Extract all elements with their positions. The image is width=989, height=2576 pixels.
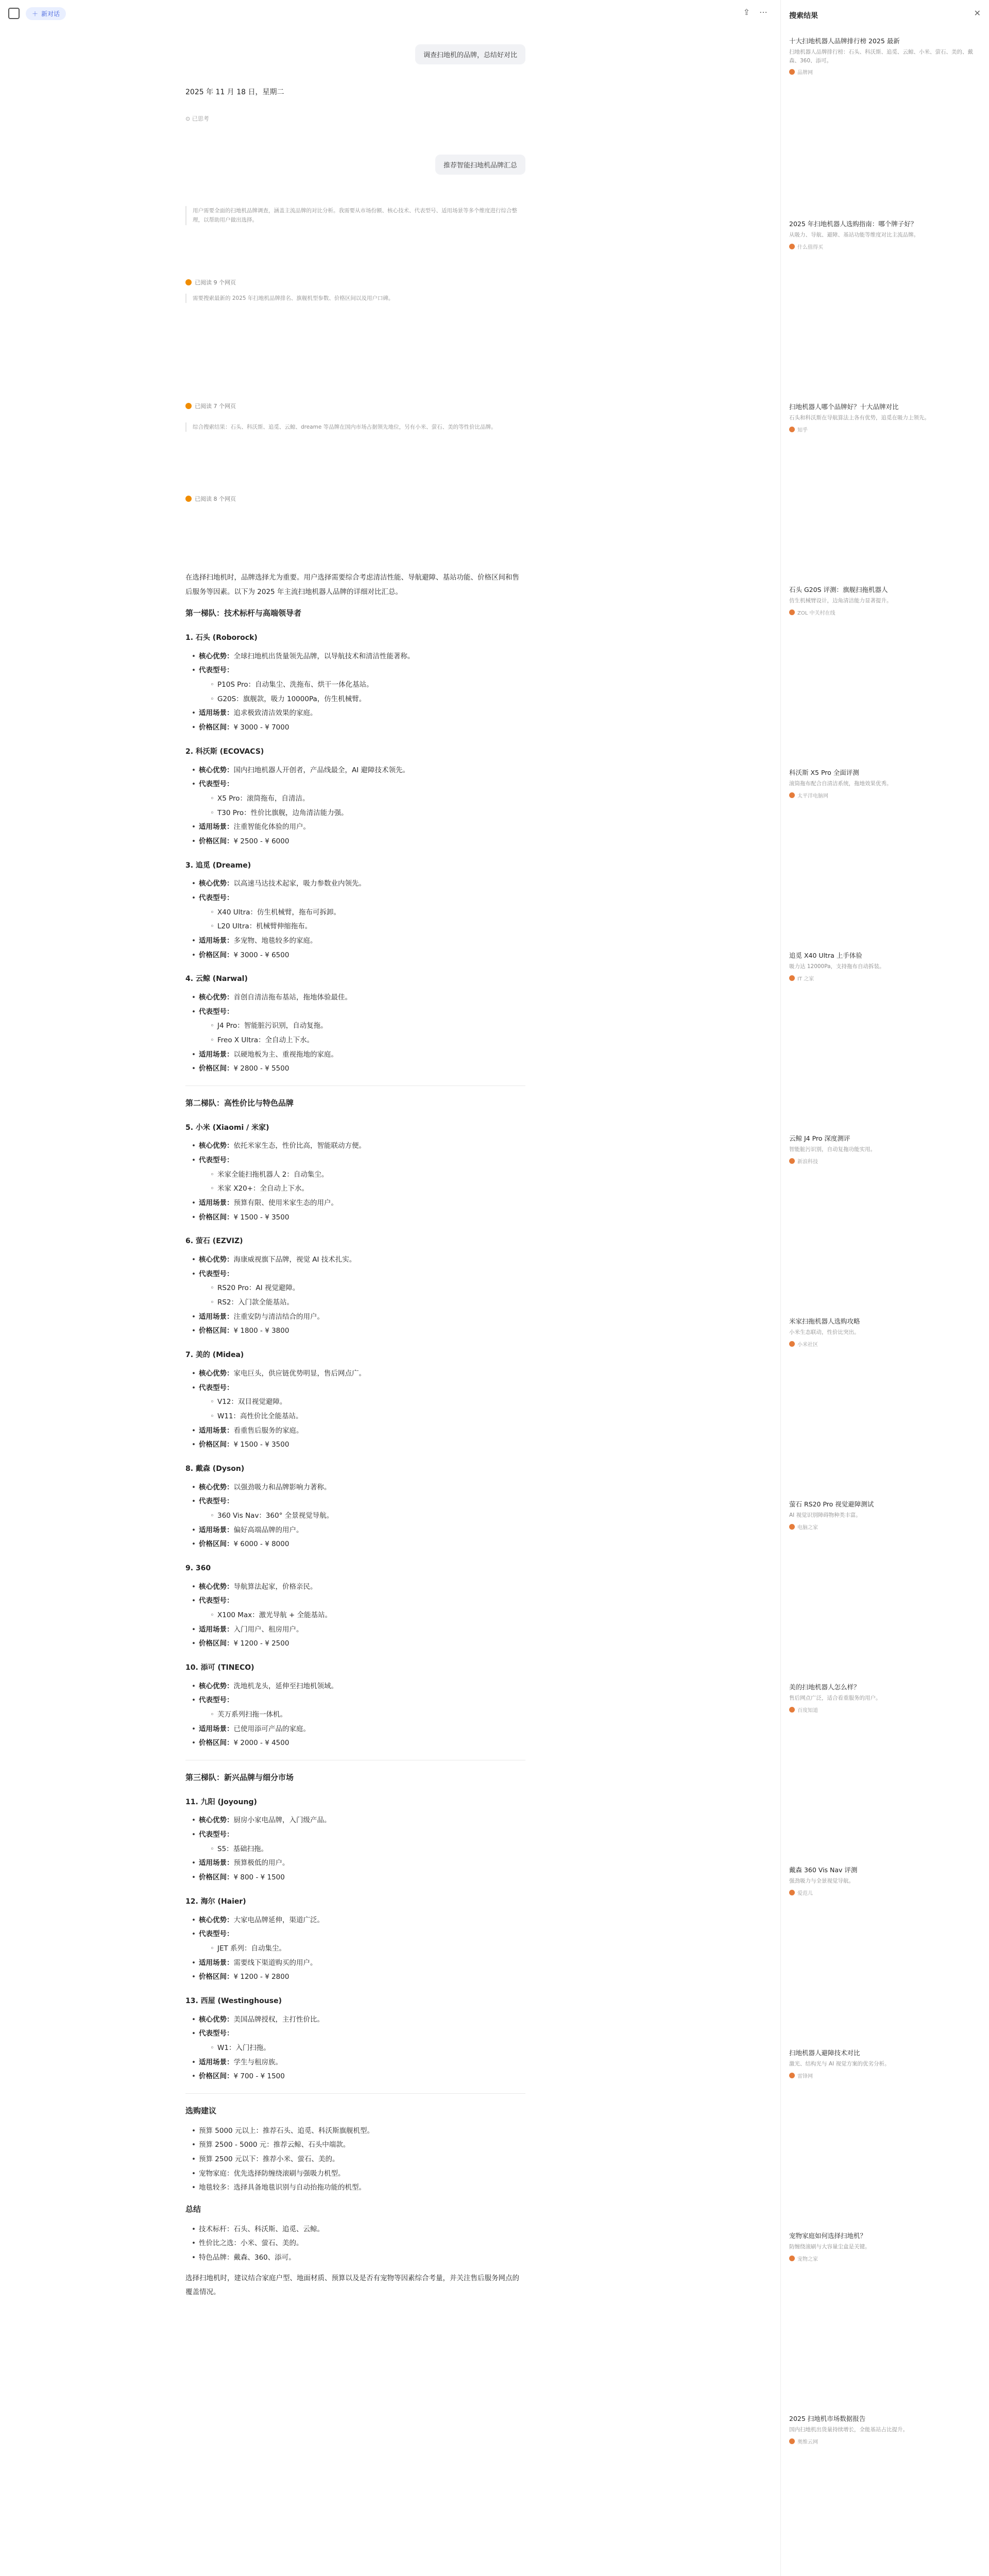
search-result[interactable] — [789, 1682, 980, 1714]
brand-core: • 核心优势：厨房小家电品牌，入门级产品。 — [190, 1814, 525, 1828]
brand-core: • 核心优势：全球扫地机出货量领先品牌，以导航技术和清洁性能著称。 — [190, 650, 525, 664]
result-title[interactable]: 萤石 RS20 Pro 视觉避障测试 — [789, 1500, 874, 1508]
brand-price: • 价格区间：¥ 1500 - ¥ 3500 — [190, 1438, 525, 1452]
search-result[interactable] — [789, 2414, 980, 2445]
brand-price: • 价格区间：¥ 2500 - ¥ 6000 — [190, 835, 525, 849]
label: 适用场景： — [199, 1859, 234, 1868]
model-list — [208, 1281, 525, 1310]
label: 价格区间： — [199, 1064, 234, 1073]
label: 价格区间： — [199, 951, 234, 959]
brand-price: • 价格区间：¥ 1200 - ¥ 2800 — [190, 1970, 525, 1985]
model-item: ◦ S5：基础扫拖。 — [208, 1842, 525, 1857]
result-source-name: 奥维云网 — [797, 2439, 818, 2445]
label: 适用场景： — [199, 1312, 234, 1321]
favicon-icon — [789, 427, 795, 432]
search-result[interactable] — [789, 1865, 980, 1896]
sidebar-toggle-icon[interactable] — [8, 8, 20, 19]
brand-details — [190, 1367, 525, 1452]
model-list — [208, 2041, 525, 2056]
brand-details — [190, 650, 525, 735]
model-item: ◦ 米家全能扫拖机器人 2：自动集尘。 — [208, 1168, 525, 1182]
model-list — [208, 1168, 525, 1196]
label: 价格区间： — [199, 837, 234, 845]
label: 核心优势： — [199, 1916, 234, 1924]
favicon-icon — [789, 609, 795, 615]
brand-price: • 价格区间：¥ 2800 - ¥ 5500 — [190, 1062, 525, 1076]
brand-price: • 价格区间：¥ 1200 - ¥ 2500 — [190, 1637, 525, 1651]
result-title[interactable]: 戴森 360 Vis Nav 评测 — [789, 1866, 858, 1874]
brand-models — [190, 1927, 525, 1956]
label: 适用场景： — [199, 936, 234, 945]
brand-core: • 核心优势：依托米家生态，性价比高，智能联动方便。 — [190, 1139, 525, 1154]
result-source — [789, 68, 980, 76]
label: 适用场景： — [199, 2058, 234, 2066]
brand-details — [190, 1913, 525, 1985]
result-source-name: IT 之家 — [797, 976, 814, 982]
result-source — [789, 1340, 980, 1348]
brand-details — [190, 1580, 525, 1651]
model-list — [208, 1842, 525, 1857]
brand-price: • 价格区间：¥ 700 - ¥ 1500 — [190, 2070, 525, 2084]
brand-models — [190, 1381, 525, 1424]
thinking-text: 综合搜索结果：石头、科沃斯、追觅、云鲸、dreame 等品牌在国内市场占据领先地位，另有小米、萤石、美的等性价比品牌。 — [185, 422, 525, 432]
buying-tips — [190, 2124, 525, 2195]
brand-scene: • 适用场景：以硬地板为主、重视拖地的家庭。 — [190, 1048, 525, 1062]
result-snippet: 智能脏污识别，自动复拖功能实用。 — [789, 1146, 876, 1153]
search-result[interactable] — [789, 585, 980, 616]
search-chip[interactable] — [185, 278, 236, 286]
favicon-icon — [789, 1707, 795, 1713]
label: 核心优势： — [199, 1483, 234, 1492]
brand-models — [190, 1594, 525, 1622]
close-icon[interactable]: ✕ — [974, 8, 981, 18]
label: 核心优势： — [199, 766, 234, 774]
label: 价格区间： — [199, 1440, 234, 1449]
result-source-name: 雷锋网 — [797, 2073, 813, 2079]
brand-price: • 价格区间：¥ 3000 - ¥ 6500 — [190, 948, 525, 963]
result-title[interactable]: 2025 扫地机市场数据报告 — [789, 2415, 866, 2422]
result-snippet: 国内扫地机出货量持续增长，全能基站占比提升。 — [789, 2427, 908, 2433]
summary-point: • 特色品牌：戴森、360、添可。 — [190, 2251, 525, 2265]
brand-title: 1. 石头 (Roborock) — [185, 634, 258, 642]
brand-title: 9. 360 — [185, 1564, 211, 1572]
label: 代表型号： — [199, 2029, 234, 2038]
search-result[interactable] — [789, 1133, 980, 1165]
search-result[interactable] — [789, 36, 980, 76]
brand-details — [190, 764, 525, 849]
result-source-name: 百度知道 — [797, 1707, 818, 1714]
plus-icon: ＋ — [32, 10, 39, 18]
answer-sections — [185, 605, 525, 2094]
label: 核心优势： — [199, 1142, 234, 1150]
search-result[interactable] — [789, 1499, 980, 1531]
brand-details — [190, 1680, 525, 1751]
model-item: ◦ Freo X Ultra：全自动上下水。 — [208, 1033, 525, 1048]
label: 核心优势： — [199, 879, 234, 888]
summary-points — [190, 2223, 525, 2265]
search-result[interactable] — [789, 402, 980, 433]
result-source-name: 品牌网 — [797, 70, 813, 76]
label: 价格区间： — [199, 723, 234, 732]
favicon-icon — [789, 244, 795, 249]
summary-point: • 技术标杆：石头、科沃斯、追觅、云鲸。 — [190, 2223, 525, 2237]
brand-core: • 核心优势：家电巨头，供应链优势明显，售后网点广。 — [190, 1367, 525, 1381]
result-source — [789, 2072, 980, 2079]
search-result[interactable] — [789, 2231, 980, 2262]
favicon-icon — [789, 2256, 795, 2261]
result-source — [789, 791, 980, 799]
label: 代表型号： — [199, 1930, 234, 1939]
date-line: 2025 年 11 月 18 日，星期二 — [185, 88, 284, 96]
brand-scene: • 适用场景：需要线下渠道购买的用户。 — [190, 1956, 525, 1971]
brand-details — [190, 1814, 525, 1885]
result-snippet: 从吸力、导航、避障、基站功能等维度对比主流品牌。 — [789, 232, 919, 239]
buying-tip: • 预算 2500 - 5000 元：推荐云鲸、石头中端款。 — [190, 2138, 525, 2153]
label: 代表型号： — [199, 1831, 234, 1839]
brand-scene: • 适用场景：预算极低的用户。 — [190, 1856, 525, 1871]
result-snippet: 激光、结构光与 AI 视觉方案的优劣分析。 — [789, 2061, 890, 2067]
topbar — [0, 0, 711, 27]
brand-title: 4. 云鲸 (Narwal) — [185, 975, 248, 984]
label: 核心优势： — [199, 2015, 234, 2024]
brand-title: 11. 九阳 (Joyoung) — [185, 1798, 257, 1806]
result-title[interactable]: 科沃斯 X5 Pro 全面评测 — [789, 769, 859, 776]
result-title[interactable]: 扫地机器人哪个品牌好？十大品牌对比 — [789, 403, 899, 411]
brand-price: • 价格区间：¥ 3000 - ¥ 7000 — [190, 721, 525, 735]
model-item: ◦ JET 系列：自动集尘。 — [208, 1942, 525, 1956]
brand-price: • 价格区间：¥ 2000 - ¥ 4500 — [190, 1736, 525, 1751]
model-list — [208, 1395, 525, 1423]
answer-body — [185, 571, 525, 2305]
model-list — [208, 792, 525, 820]
brand-title: 8. 戴森 (Dyson) — [185, 1464, 245, 1473]
favicon-icon — [789, 1890, 795, 1895]
brand-core: • 核心优势：导航算法起家，价格亲民。 — [190, 1580, 525, 1595]
brand-models — [190, 664, 525, 706]
result-source-name: 电脑之家 — [797, 1524, 818, 1531]
thinking-text: 需要搜索最新的 2025 年扫地机品牌排名、旗舰机型参数、价格区间以及用户口碑。 — [185, 294, 525, 303]
thinking-text: 用户需要全面的扫地机品牌调查，涵盖主流品牌的对比分析。我需要从市场份额、核心技术、代表型号、适用场景等多个维度进行综合整理，以帮助用户做出选择。 — [185, 206, 525, 225]
result-title[interactable]: 石头 G20S 评测：旗舰扫拖机器人 — [789, 586, 888, 594]
brand-details — [190, 991, 525, 1076]
label: 价格区间： — [199, 1540, 234, 1549]
model-item: ◦ 米家 X20+：全自动上下水。 — [208, 1182, 525, 1196]
result-title[interactable]: 扫地机器人避障技术对比 — [789, 2049, 860, 2057]
brand-core: • 核心优势：洗地机龙头，延伸至扫地机领域。 — [190, 1680, 525, 1694]
brand-price: • 价格区间：¥ 6000 - ¥ 8000 — [190, 1537, 525, 1552]
brand-core: • 核心优势：以高速马达技术起家，吸力参数业内领先。 — [190, 877, 525, 891]
brand-scene: • 适用场景：偏好高端品牌的用户。 — [190, 1523, 525, 1538]
model-list — [208, 1019, 525, 1047]
brand-scene: • 适用场景：看重售后服务的家庭。 — [190, 1424, 525, 1438]
label: 适用场景： — [199, 1958, 234, 1967]
user-message: 推荐智能扫地机品牌汇总 — [435, 155, 525, 175]
brand-models — [190, 1267, 525, 1310]
favicon-icon — [789, 792, 795, 798]
brand-models — [190, 1828, 525, 1856]
result-source — [789, 1523, 980, 1531]
favicon-icon — [789, 1524, 795, 1530]
model-item: ◦ T30 Pro：性价比旗舰，边角清洁能力强。 — [208, 806, 525, 821]
label: 核心优势： — [199, 993, 234, 1002]
web-icon — [185, 496, 192, 502]
answer-closing: 选择扫地机时，建议结合家庭户型、地面材质、预算以及是否有宠物等因素综合考量，并关注售后服务网点的覆盖情况。 — [185, 2274, 519, 2297]
brand-core: • 核心优势：海康威视旗下品牌，视觉 AI 技术扎实。 — [190, 1253, 525, 1267]
result-source-name: 太平洋电脑网 — [797, 793, 828, 799]
brand-scene: • 适用场景：多宠物、地毯较多的家庭。 — [190, 934, 525, 948]
label: 价格区间： — [199, 1873, 234, 1882]
label: 价格区间： — [199, 1213, 234, 1222]
result-title[interactable]: 美的扫地机器人怎么样？ — [789, 1683, 860, 1691]
brand-scene: • 适用场景：已使用添可产品的家庭。 — [190, 1722, 525, 1737]
label: 核心优势： — [199, 1256, 234, 1264]
brand-scene: • 适用场景：注重安防与清洁结合的用户。 — [190, 1310, 525, 1325]
label: 代表型号： — [199, 1007, 234, 1016]
search-results-panel — [780, 0, 989, 2576]
web-icon — [185, 403, 192, 409]
favicon-icon — [789, 69, 795, 75]
search-chip-label: 已阅读 7 个网页 — [195, 403, 236, 410]
label: 代表型号： — [199, 1597, 234, 1605]
result-source-name: 新浪科技 — [797, 1159, 818, 1165]
web-icon — [185, 279, 192, 285]
label: 适用场景： — [199, 1426, 234, 1435]
result-snippet: 滚筒拖布配合自清洁系统，拖地效果优秀。 — [789, 781, 892, 787]
divider — [185, 2093, 525, 2094]
model-list — [208, 1608, 525, 1623]
result-source — [789, 974, 980, 982]
brand-details — [190, 877, 525, 962]
result-snippet: 扫地机器人品牌排行榜：石头、科沃斯、追觅、云鲸、小米、萤石、美的、戴森、360、添可。 — [789, 49, 973, 64]
brand-price: • 价格区间：¥ 1500 - ¥ 3500 — [190, 1211, 525, 1225]
favicon-icon — [789, 2073, 795, 2078]
brand-title: 10. 添可 (TINECO) — [185, 1663, 254, 1672]
new-chat-button[interactable] — [26, 7, 66, 20]
search-result[interactable] — [789, 768, 980, 799]
user-message: 调查扫地机的品牌，总结好对比 — [415, 44, 525, 64]
model-item: ◦ J4 Pro：智能脏污识别，自动复拖。 — [208, 1019, 525, 1033]
brand-models — [190, 1495, 525, 1523]
sidebar-title: 搜索结果 — [789, 12, 818, 20]
brand-details — [190, 1253, 525, 1338]
summary-point: • 性价比之选：小米、萤石、美的。 — [190, 2236, 525, 2251]
result-snippet: 小米生态联动，性价比突出。 — [789, 1329, 860, 1336]
search-result[interactable] — [789, 1316, 980, 1348]
top-actions — [743, 7, 768, 17]
label: 适用场景： — [199, 1050, 234, 1059]
result-title[interactable]: 米家扫拖机器人选购攻略 — [789, 1317, 860, 1325]
brand-scene: • 适用场景：追求极致清洁效果的家庭。 — [190, 706, 525, 721]
result-snippet: AI 视觉识别障碍物种类丰富。 — [789, 1512, 861, 1519]
label: 代表型号： — [199, 780, 234, 789]
model-item: ◦ 360 Vis Nav：360° 全景视觉导航。 — [208, 1509, 525, 1523]
label: 代表型号： — [199, 1269, 234, 1278]
model-item: ◦ X100 Max：激光导航 + 全能基站。 — [208, 1608, 525, 1623]
label: 代表型号： — [199, 1497, 234, 1506]
result-title[interactable]: 追觅 X40 Ultra 上手体验 — [789, 952, 862, 959]
buying-tip: • 宠物家庭：优先选择防缠绕滚刷与强吸力机型。 — [190, 2167, 525, 2181]
label: 价格区间： — [199, 2072, 234, 2081]
label: 代表型号： — [199, 893, 234, 902]
label: 核心优势： — [199, 1682, 234, 1690]
brand-title: 13. 西屋 (Westinghouse) — [185, 1996, 282, 2005]
brand-core: • 核心优势：以强劲吸力和品牌影响力著称。 — [190, 1481, 525, 1495]
brand-core: • 核心优势：首创自清洁拖布基站，拖地体验最佳。 — [190, 991, 525, 1005]
buying-tip: • 地毯较多：选择具备地毯识别与自动抬拖功能的机型。 — [190, 2181, 525, 2195]
label: 代表型号： — [199, 1383, 234, 1392]
brand-title: 12. 海尔 (Haier) — [185, 1897, 246, 1906]
favicon-icon — [789, 2438, 795, 2444]
search-result[interactable] — [789, 951, 980, 982]
brand-price: • 价格区间：¥ 800 - ¥ 1500 — [190, 1871, 525, 1885]
result-source — [789, 1706, 980, 1714]
label: 价格区间： — [199, 1327, 234, 1335]
search-result[interactable] — [789, 2048, 980, 2079]
model-item: ◦ G20S：旗舰款，吸力 10000Pa，仿生机械臂。 — [208, 692, 525, 707]
brand-models — [190, 1005, 525, 1048]
label: 代表型号： — [199, 1696, 234, 1705]
label: 适用场景： — [199, 709, 234, 718]
brand-details — [190, 1139, 525, 1225]
brand-title: 3. 追觅 (Dreame) — [185, 861, 251, 870]
brand-scene: • 适用场景：预算有限、使用米家生态的用户。 — [190, 1196, 525, 1211]
brand-scene: • 适用场景：入门用户、租房用户。 — [190, 1623, 525, 1637]
brand-scene: • 适用场景：学生与租房族。 — [190, 2056, 525, 2070]
favicon-icon — [789, 975, 795, 981]
model-list — [208, 1708, 525, 1722]
share-icon[interactable]: ⇪ — [743, 7, 750, 17]
brand-core: • 核心优势：大家电品牌延伸，渠道广泛。 — [190, 1913, 525, 1928]
model-item: ◦ W1：入门扫拖。 — [208, 2041, 525, 2056]
brand-title: 2. 科沃斯 (ECOVACS) — [185, 747, 264, 756]
result-source — [789, 243, 980, 250]
model-item: ◦ L20 Ultra：机械臂伸缩拖布。 — [208, 920, 525, 934]
search-chip-label: 已阅读 8 个网页 — [195, 496, 236, 502]
result-source-name: 宠物之家 — [797, 2256, 818, 2262]
brand-title: 6. 萤石 (EZVIZ) — [185, 1237, 243, 1246]
brand-models — [190, 2027, 525, 2055]
brand-details — [190, 1481, 525, 1552]
result-snippet: 防缠绕滚刷与大容量尘盒是关键。 — [789, 2244, 871, 2250]
section-title: 第三梯队：新兴品牌与细分市场 — [185, 1773, 294, 1783]
brand-details — [190, 2013, 525, 2084]
result-title[interactable]: 宠物家庭如何选择扫地机？ — [789, 2232, 867, 2240]
brand-models — [190, 777, 525, 820]
model-item: ◦ RS20 Pro：AI 视觉避障。 — [208, 1281, 525, 1296]
model-list — [208, 1942, 525, 1956]
result-source — [789, 2255, 980, 2262]
search-chip-label: 已阅读 9 个网页 — [195, 279, 236, 286]
label: 适用场景： — [199, 1724, 234, 1733]
search-chip[interactable] — [185, 402, 236, 410]
model-item: ◦ V12：双目视觉避障。 — [208, 1395, 525, 1410]
label: 适用场景： — [199, 1526, 234, 1534]
result-snippet: 售后网点广泛，适合看重服务的用户。 — [789, 1695, 881, 1702]
result-snippet: 吸力达 12000Pa，支持拖布自动拆装。 — [789, 963, 885, 970]
favicon-icon — [789, 1341, 795, 1347]
label: 价格区间： — [199, 1973, 234, 1981]
result-source-name: 爱范儿 — [797, 1890, 813, 1896]
brand-core: • 核心优势：国内扫地机器人开创者，产品线最全，AI 避障技术领先。 — [190, 764, 525, 778]
label: 代表型号： — [199, 1156, 234, 1165]
favicon-icon — [789, 1158, 795, 1164]
result-snippet: 强劲吸力与全景视觉导航。 — [789, 1878, 854, 1885]
model-list — [208, 906, 525, 934]
brand-models — [190, 1154, 525, 1196]
buying-tip: • 预算 5000 元以上：推荐石头、追觅、科沃斯旗舰机型。 — [190, 2124, 525, 2139]
label: 核心优势： — [199, 652, 234, 660]
result-source — [789, 608, 980, 616]
brand-core: • 核心优势：美国品牌授权，主打性价比。 — [190, 2013, 525, 2027]
result-title[interactable]: 十大扫地机器人品牌排行榜 2025 最新 — [789, 37, 900, 45]
model-list — [208, 1509, 525, 1523]
search-chip[interactable] — [185, 495, 236, 503]
section-title: 第二梯队：高性价比与特色品牌 — [185, 1098, 294, 1108]
label: 适用场景： — [199, 1199, 234, 1208]
result-source-name: 小米社区 — [797, 1342, 818, 1348]
result-source — [789, 1157, 980, 1165]
answer-intro: 在选择扫地机时，品牌选择尤为重要。用户选择需要综合考虑清洁性能、导航避障、基站功能、价格区间和售后服务等因素。以下为 2025 年主流扫地机器人品牌的详细对比汇总。 — [185, 573, 519, 596]
result-snippet: 石头和科沃斯在导航算法上各有优势，追觅在吸力上领先。 — [789, 415, 930, 421]
brand-title: 5. 小米 (Xiaomi / 米家) — [185, 1123, 269, 1132]
buying-tip: • 预算 2500 元以下：推荐小米、萤石、美的。 — [190, 2153, 525, 2167]
buying-title: 选购建议 — [185, 2106, 217, 2115]
answer-meta[interactable]: ⊙ 已思考 — [185, 115, 209, 122]
section-title: 第一梯队：技术标杆与高端领导者 — [185, 608, 302, 618]
brand-models — [190, 891, 525, 934]
label: 适用场景： — [199, 823, 234, 832]
result-source — [789, 1889, 980, 1896]
label: 适用场景： — [199, 1625, 234, 1634]
brand-title: 7. 美的 (Midea) — [185, 1351, 244, 1360]
summary-title: 总结 — [185, 2205, 201, 2214]
result-source-name: 什么值得买 — [797, 244, 823, 250]
result-title[interactable]: 2025 年扫地机器人选购指南：哪个牌子好？ — [789, 220, 917, 228]
model-item: ◦ 芙万系列扫拖一体机。 — [208, 1708, 525, 1722]
result-source-name: ZOL 中关村在线 — [797, 610, 835, 616]
label: 核心优势： — [199, 1582, 234, 1591]
label: 核心优势： — [199, 1369, 234, 1378]
label: 代表型号： — [199, 666, 234, 675]
more-icon[interactable]: ⋯ — [759, 7, 768, 17]
result-source-name: 知乎 — [797, 427, 808, 433]
model-item: ◦ P10S Pro：自动集尘、洗拖布、烘干一体化基站。 — [208, 678, 525, 692]
new-chat-label: 新对话 — [41, 10, 60, 18]
brand-models — [190, 1693, 525, 1722]
model-list — [208, 678, 525, 706]
label: 价格区间： — [199, 1639, 234, 1648]
result-title[interactable]: 云鲸 J4 Pro 深度测评 — [789, 1134, 850, 1142]
result-snippet: 仿生机械臂设计，边角清洁能力显著提升。 — [789, 598, 892, 604]
search-result[interactable] — [789, 219, 980, 250]
model-item: ◦ X5 Pro：滚筒拖布，自清洁。 — [208, 792, 525, 806]
model-item: ◦ RS2：入门款全能基站。 — [208, 1296, 525, 1310]
model-item: ◦ X40 Ultra：仿生机械臂，拖布可拆卸。 — [208, 906, 525, 920]
label: 核心优势： — [199, 1816, 234, 1825]
model-item: ◦ W11：高性价比全能基站。 — [208, 1410, 525, 1424]
result-source — [789, 426, 980, 433]
brand-price: • 价格区间：¥ 1800 - ¥ 3800 — [190, 1324, 525, 1338]
result-source — [789, 2437, 980, 2445]
brand-scene: • 适用场景：注重智能化体验的用户。 — [190, 820, 525, 835]
label: 价格区间： — [199, 1739, 234, 1748]
